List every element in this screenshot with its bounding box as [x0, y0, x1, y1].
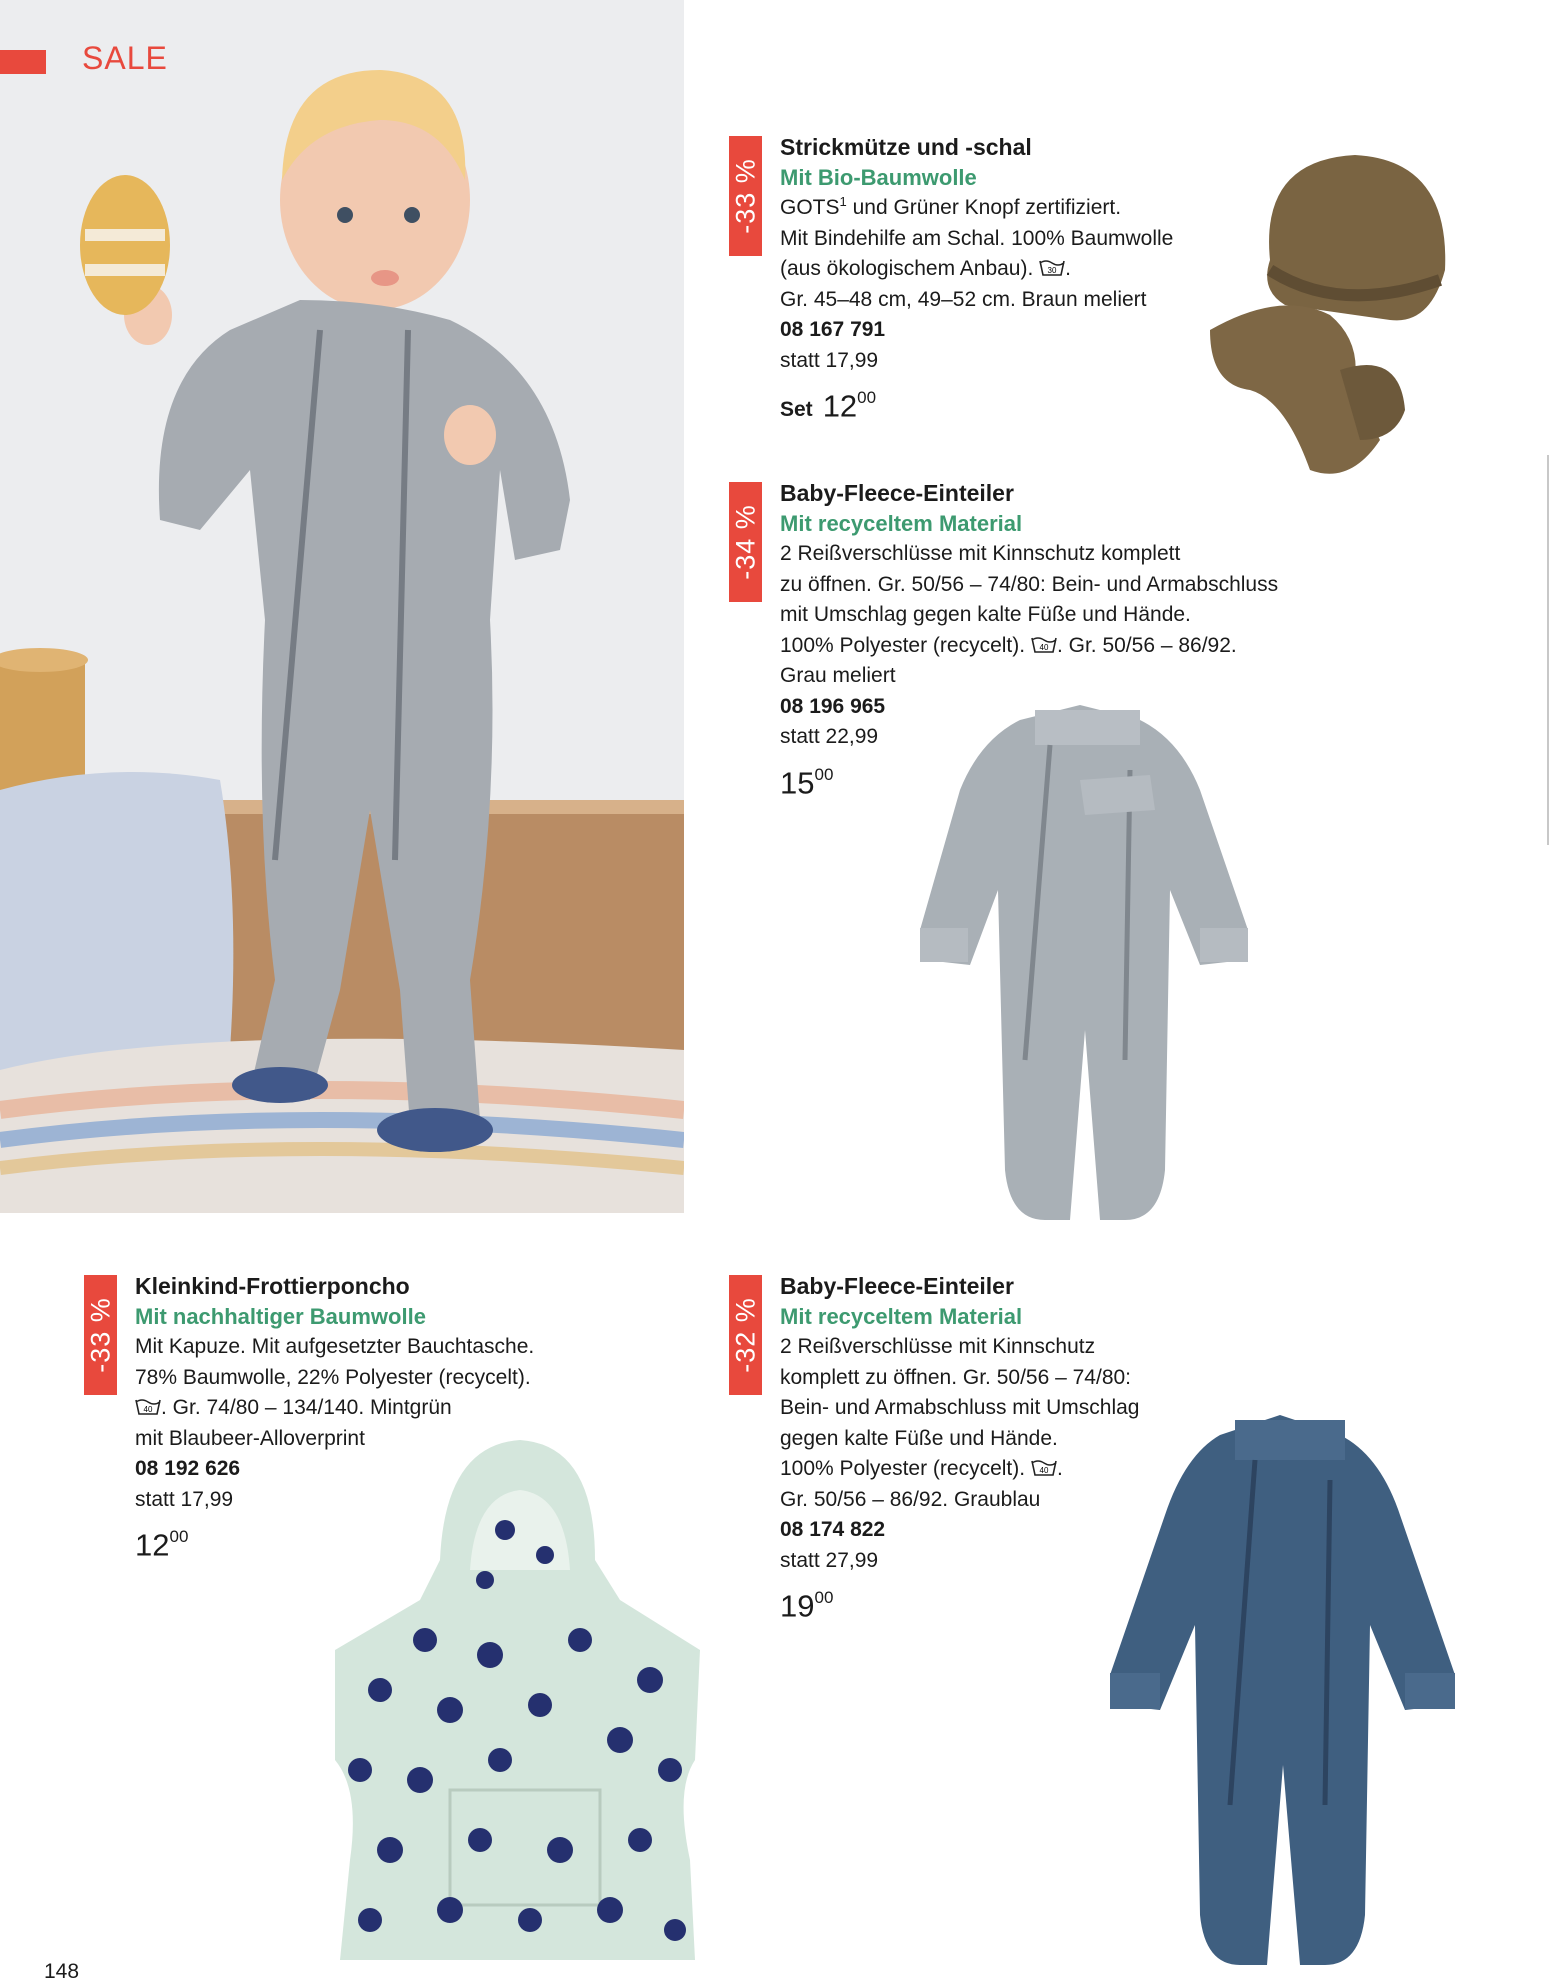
product-description-line: 2 Reißverschlüsse mit Kinnschutz: [780, 1335, 1096, 1358]
hero-photo-baby-in-fleece: [0, 0, 684, 1213]
discount-text: -33 %: [730, 158, 760, 234]
wash-temperature: 30: [1047, 266, 1057, 275]
product-description-line: Bein- und Armabschluss mit Umschlag: [780, 1396, 1140, 1419]
sale-label: SALE: [82, 40, 168, 76]
article-number: 08 196 965: [780, 694, 886, 718]
hero-illustration: [0, 0, 684, 1213]
wash-tub-icon: [1031, 635, 1057, 655]
desc-text: GOTS: [780, 196, 840, 219]
product-description-line: [780, 193, 1260, 224]
discount-text: -32 %: [730, 1297, 760, 1373]
page-edge-divider: [1547, 455, 1549, 845]
poncho-illustration: [330, 1440, 705, 1960]
price-cents: 00: [814, 1588, 834, 1607]
wash-tub-icon: [1031, 1458, 1057, 1478]
product-description-line: komplett zu öffnen. Gr. 50/56 – 74/80:: [780, 1365, 1132, 1389]
page-number: 148: [44, 1960, 80, 1983]
old-price: statt 27,99: [780, 1548, 879, 1572]
discount-text: -34 %: [730, 504, 760, 580]
product-description-line: Grau meliert: [780, 664, 896, 687]
product-image-fleece-blue: [1095, 1405, 1465, 1975]
product-description-line: zu öffnen. Gr. 50/56 – 74/80: Bein- und Armabschluss: [780, 572, 1279, 596]
product-image-fleece-grey: [900, 700, 1260, 1230]
desc-text: (aus ökologischem Anbau).: [780, 257, 1040, 280]
fleece-grey-illustration: [900, 700, 1260, 1230]
price-euros: 19: [780, 1588, 815, 1624]
desc-text: .: [1065, 257, 1071, 280]
product-description-line: Gr. 45–48 cm, 49–52 cm. Braun meliert: [780, 287, 1147, 311]
discount-badge: [729, 1275, 762, 1395]
wash-tub-icon: [1039, 258, 1065, 278]
desc-text: . Gr. 74/80 – 134/140. Mintgrün: [161, 1396, 452, 1419]
product-description-line: gegen kalte Füße und Hände.: [780, 1426, 1058, 1450]
discount-badge: [729, 136, 762, 256]
wash-tub-icon: [135, 1397, 161, 1417]
discount-badge: [84, 1275, 117, 1395]
desc-text: . Gr. 50/56 – 86/92.: [1056, 633, 1237, 657]
product-subtitle: Mit nachhaltiger Baumwolle: [135, 1303, 426, 1329]
price-cents: 00: [169, 1527, 189, 1546]
product-description-line: [135, 1393, 655, 1424]
discount-badge: [729, 482, 762, 602]
price-prefix: Set: [780, 398, 813, 422]
desc-text: .: [1056, 1457, 1063, 1480]
sale-price: [780, 382, 1260, 428]
product-subtitle: Mit recyceltem Material: [780, 510, 1023, 536]
price-euros: 12: [135, 1527, 170, 1563]
product-subtitle: Mit Bio-Baumwolle: [780, 164, 977, 190]
desc-text: 100% Polyester (recycelt).: [780, 1457, 1031, 1480]
product-description-line: mit Blaubeer-Alloverprint: [135, 1426, 365, 1450]
article-number: 08 174 822: [780, 1518, 886, 1541]
old-price: statt 17,99: [135, 1487, 234, 1511]
price-euros: 15: [780, 764, 815, 800]
wash-temperature: 40: [1039, 642, 1049, 652]
product-description-line: Mit Kapuze. Mit aufgesetzter Bauchtasche.: [135, 1335, 535, 1358]
discount-text: -33 %: [85, 1297, 115, 1373]
product-title: Strickmütze und -schal: [780, 134, 1032, 160]
product-image-poncho: [330, 1440, 705, 1960]
article-number: 08 192 626: [135, 1457, 241, 1480]
product-description-line: Mit Bindehilfe am Schal. 100% Baumwolle: [780, 226, 1174, 250]
price-cents: 00: [814, 764, 834, 784]
product-title: Baby-Fleece-Einteiler: [780, 480, 1014, 506]
wash-temperature: 40: [143, 1405, 153, 1414]
old-price: statt 22,99: [780, 725, 879, 748]
product-title: Baby-Fleece-Einteiler: [780, 1273, 1014, 1299]
price-cents: 00: [857, 388, 877, 407]
price-euros: 12: [822, 388, 858, 424]
desc-text: und Grüner Knopf zertifiziert.: [846, 196, 1122, 219]
product-description-line: 2 Reißverschlüsse mit Kinnschutz komplett: [780, 542, 1181, 565]
product-description-line: Gr. 50/56 – 86/92. Graublau: [780, 1487, 1041, 1511]
footnote-marker: 1: [839, 194, 847, 209]
product-image-hat-scarf: [1190, 140, 1470, 490]
fleece-blue-illustration: [1095, 1405, 1465, 1975]
product-description-line: [780, 631, 1340, 662]
hat-scarf-illustration: [1190, 140, 1470, 490]
desc-text: 100% Polyester (recycelt).: [780, 633, 1031, 657]
product-description-line: [780, 254, 1260, 285]
product-title: Kleinkind-Frottierponcho: [135, 1273, 410, 1299]
product-knit-hat-scarf: [780, 132, 1260, 428]
old-price: statt 17,99: [780, 348, 879, 372]
product-description-line: mit Umschlag gegen kalte Füße und Hände.: [780, 603, 1191, 626]
product-description-line: 78% Baumwolle, 22% Polyester (recycelt).: [135, 1365, 531, 1389]
article-number: 08 167 791: [780, 318, 886, 341]
wash-temperature: 40: [1039, 1466, 1049, 1475]
sale-marker-bar: [0, 50, 46, 74]
product-subtitle: Mit recyceltem Material: [780, 1303, 1023, 1329]
